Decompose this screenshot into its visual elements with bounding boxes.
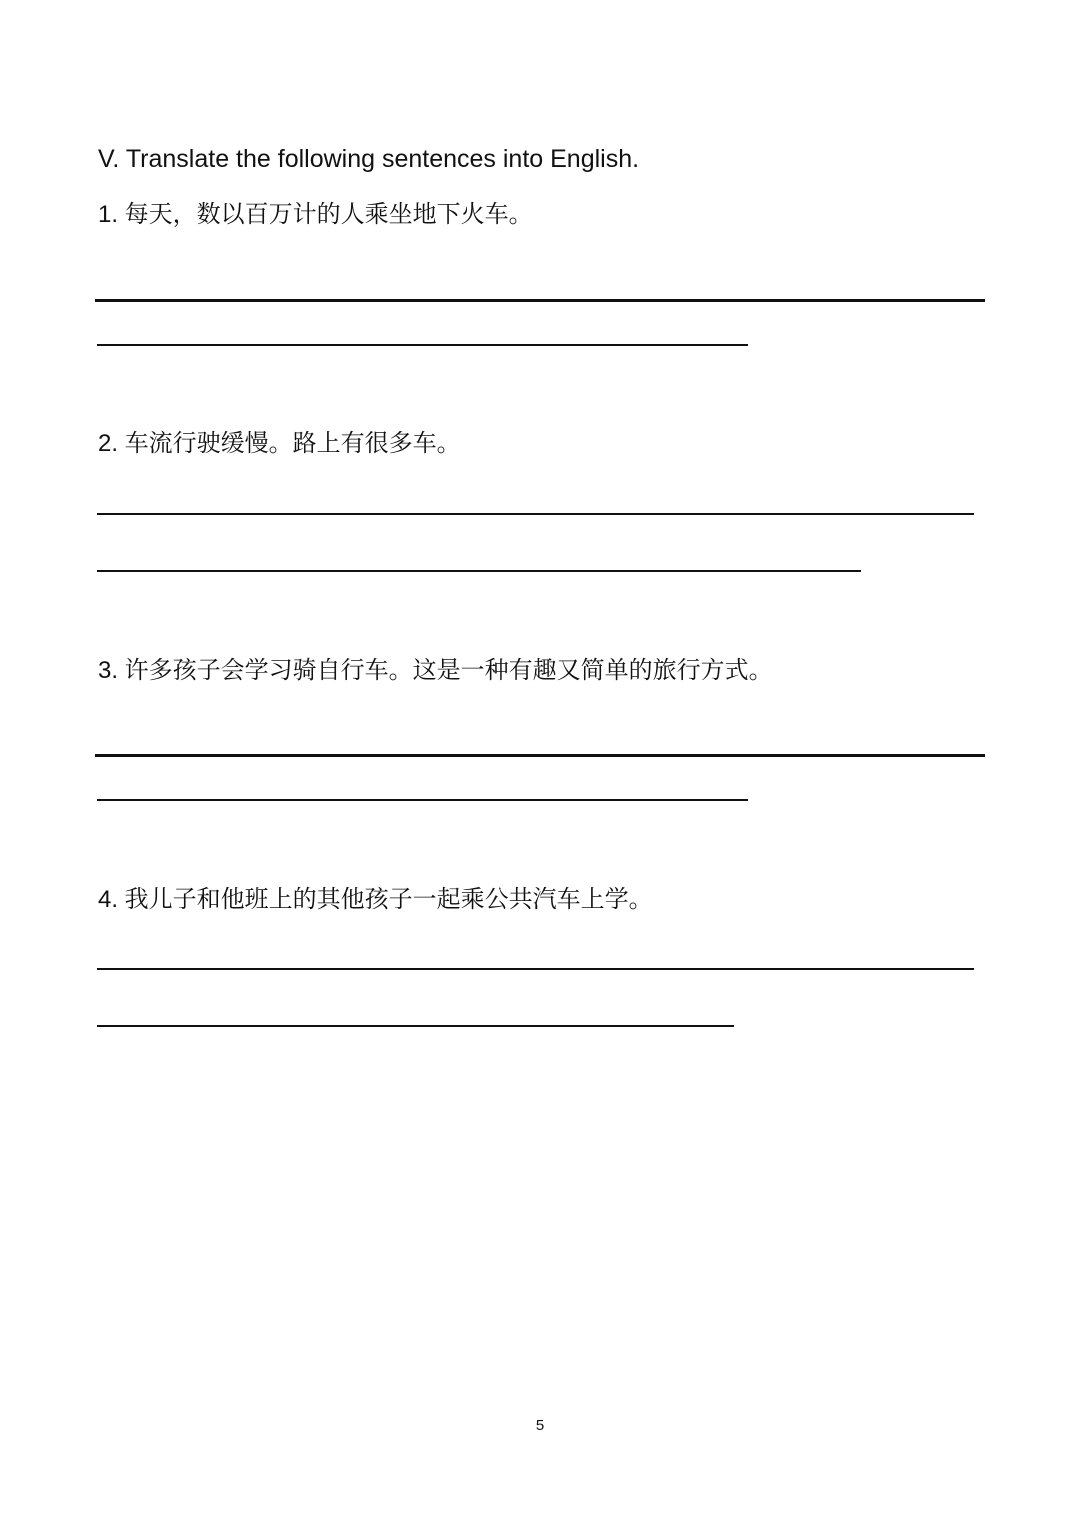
section-heading: V. Translate the following sentences into English. [98,145,640,173]
question-1: 1. 每天，数以百万计的人乘坐地下火车。 [98,201,533,228]
answer-line-1a[interactable] [95,299,985,302]
question-3: 3. 许多孩子会学习骑自行车。这是一种有趣又简单的旅行方式。 [98,657,773,684]
answer-line-3a[interactable] [95,754,985,757]
answer-line-2a[interactable] [97,513,974,515]
answer-line-4b[interactable] [97,1025,734,1027]
answer-line-4a[interactable] [97,968,974,970]
question-4: 4. 我儿子和他班上的其他孩子一起乘公共汽车上学。 [98,886,653,913]
answer-line-3b[interactable] [97,799,748,801]
answer-line-2b[interactable] [97,570,861,572]
answer-line-1b[interactable] [97,344,748,346]
question-2: 2. 车流行驶缓慢。路上有很多车。 [98,430,461,457]
page-number: 5 [535,1417,545,1434]
